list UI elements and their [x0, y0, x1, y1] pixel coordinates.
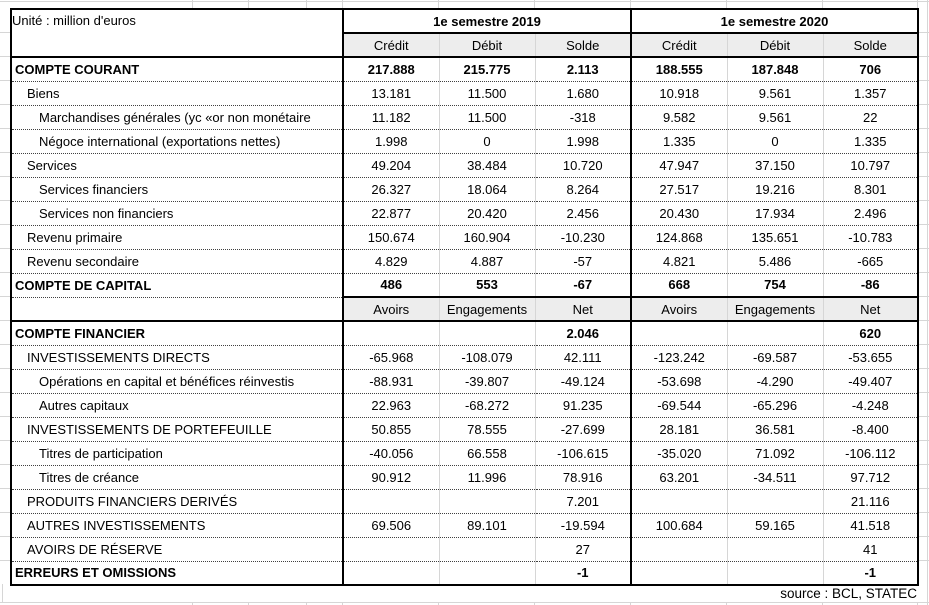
value-cell[interactable]: -10.783: [823, 225, 918, 249]
row-label[interactable]: COMPTE FINANCIER: [11, 321, 343, 345]
table-row: [11, 177, 918, 201]
table-row: [11, 441, 918, 465]
table-row: [11, 57, 918, 81]
table-row: [11, 393, 918, 417]
value-cell[interactable]: -1: [535, 561, 631, 585]
value-cell[interactable]: [727, 489, 823, 513]
value-cell[interactable]: [727, 321, 823, 345]
gridline: [726, 0, 727, 8]
value-cell[interactable]: 22.877: [343, 201, 439, 225]
table-row: [11, 225, 918, 249]
gridline: [306, 0, 307, 8]
row-label[interactable]: Opérations en capital et bénéfices réinvestis: [11, 369, 343, 393]
table-row: [11, 273, 918, 297]
gridline: [0, 536, 10, 537]
value-cell[interactable]: 486: [343, 273, 439, 297]
row-label[interactable]: AUTRES INVESTISSEMENTS: [11, 513, 343, 537]
value-cell[interactable]: 91.235: [535, 393, 631, 417]
value-cell[interactable]: [343, 537, 439, 561]
gridline: [0, 176, 10, 177]
value-cell[interactable]: 20.430: [631, 201, 727, 225]
row-label[interactable]: COMPTE COURANT: [11, 57, 343, 81]
value-cell[interactable]: 10.720: [535, 153, 631, 177]
row-label[interactable]: Titres de créance: [11, 465, 343, 489]
value-cell[interactable]: -86: [823, 273, 918, 297]
value-cell[interactable]: -1: [823, 561, 918, 585]
value-cell[interactable]: 78.555: [439, 417, 535, 441]
value-cell[interactable]: 217.888: [343, 57, 439, 81]
gridline: [0, 464, 10, 465]
value-cell[interactable]: 1.357: [823, 81, 918, 105]
value-cell[interactable]: 9.582: [631, 105, 727, 129]
gridline: [0, 392, 10, 393]
value-cell[interactable]: 11.500: [439, 105, 535, 129]
gridline: [0, 80, 10, 81]
column-header-solde-2019[interactable]: Solde: [535, 33, 631, 57]
value-cell[interactable]: [439, 489, 535, 513]
row-label[interactable]: Revenu secondaire: [11, 249, 343, 273]
row-label[interactable]: Services non financiers: [11, 201, 343, 225]
gridline: [0, 128, 10, 129]
value-cell[interactable]: -35.020: [631, 441, 727, 465]
value-cell[interactable]: 1.998: [535, 129, 631, 153]
gridline: [630, 0, 631, 8]
table-row: [11, 561, 918, 585]
value-cell[interactable]: 5.486: [727, 249, 823, 273]
row-label[interactable]: AVOIRS DE RÉSERVE: [11, 537, 343, 561]
gridline: [0, 344, 10, 345]
value-cell[interactable]: 41.518: [823, 513, 918, 537]
value-cell[interactable]: -8.400: [823, 417, 918, 441]
value-cell[interactable]: 668: [631, 273, 727, 297]
value-cell[interactable]: 8.301: [823, 177, 918, 201]
gridline: [0, 512, 10, 513]
value-cell[interactable]: 59.165: [727, 513, 823, 537]
period-header-2019[interactable]: 1e semestre 2019: [343, 9, 631, 33]
value-cell[interactable]: 2.496: [823, 201, 918, 225]
row-label[interactable]: Biens: [11, 81, 343, 105]
value-cell[interactable]: -53.698: [631, 369, 727, 393]
value-cell[interactable]: 0: [727, 129, 823, 153]
value-cell[interactable]: 2.456: [535, 201, 631, 225]
value-cell[interactable]: 66.558: [439, 441, 535, 465]
value-cell[interactable]: 38.484: [439, 153, 535, 177]
value-cell[interactable]: -27.699: [535, 417, 631, 441]
table-row: [11, 369, 918, 393]
table-row: [11, 417, 918, 441]
gridline: [0, 152, 10, 153]
value-cell[interactable]: 18.064: [439, 177, 535, 201]
table-row: [11, 105, 918, 129]
value-cell[interactable]: -69.587: [727, 345, 823, 369]
value-cell[interactable]: [439, 321, 535, 345]
column-header-avoirs[interactable]: Avoirs: [631, 297, 727, 321]
table-header-row-periods: [11, 9, 918, 33]
gridline: [248, 0, 249, 8]
value-cell[interactable]: -69.544: [631, 393, 727, 417]
value-cell[interactable]: 27: [535, 537, 631, 561]
value-cell[interactable]: -4.290: [727, 369, 823, 393]
column-header-avoirs[interactable]: Avoirs: [343, 297, 439, 321]
column-header-credit-2019[interactable]: Crédit: [343, 33, 439, 57]
value-cell[interactable]: 71.092: [727, 441, 823, 465]
table-row: [11, 129, 918, 153]
table-row: [11, 321, 918, 345]
row-label[interactable]: Négoce international (exportations nettes): [11, 129, 343, 153]
table-row: [11, 81, 918, 105]
value-cell[interactable]: 553: [439, 273, 535, 297]
table-row: [11, 465, 918, 489]
gridline: [0, 1, 929, 2]
row-label[interactable]: INVESTISSEMENTS DE PORTEFEUILLE: [11, 417, 343, 441]
value-cell[interactable]: -68.272: [439, 393, 535, 417]
value-cell[interactable]: 4.821: [631, 249, 727, 273]
value-cell[interactable]: 2.046: [535, 321, 631, 345]
value-cell[interactable]: -10.230: [535, 225, 631, 249]
column-header-credit-2020[interactable]: Crédit: [631, 33, 727, 57]
value-cell[interactable]: 135.651: [727, 225, 823, 249]
gridline: [0, 416, 10, 417]
value-cell[interactable]: 22.963: [343, 393, 439, 417]
value-cell[interactable]: 9.561: [727, 81, 823, 105]
value-cell[interactable]: -665: [823, 249, 918, 273]
gridline: [0, 104, 10, 105]
value-cell[interactable]: 7.201: [535, 489, 631, 513]
value-cell[interactable]: -39.807: [439, 369, 535, 393]
value-cell[interactable]: -19.594: [535, 513, 631, 537]
value-cell[interactable]: 47.947: [631, 153, 727, 177]
row-label[interactable]: Titres de participation: [11, 441, 343, 465]
value-cell[interactable]: 160.904: [439, 225, 535, 249]
source-note: source : BCL, STATEC: [780, 586, 917, 601]
value-cell[interactable]: 27.517: [631, 177, 727, 201]
column-header-solde-2020[interactable]: Solde: [823, 33, 918, 57]
value-cell[interactable]: -4.248: [823, 393, 918, 417]
gridline: [0, 560, 10, 561]
balance-of-payments-table: [10, 8, 919, 586]
value-cell[interactable]: 19.216: [727, 177, 823, 201]
row-label[interactable]: COMPTE DE CAPITAL: [11, 273, 343, 297]
table-row: [11, 537, 918, 561]
gridline: [0, 200, 10, 201]
row-label[interactable]: Services financiers: [11, 177, 343, 201]
value-cell[interactable]: 37.150: [727, 153, 823, 177]
value-cell[interactable]: -106.112: [823, 441, 918, 465]
value-cell[interactable]: 10.918: [631, 81, 727, 105]
value-cell[interactable]: -65.296: [727, 393, 823, 417]
value-cell[interactable]: 11.182: [343, 105, 439, 129]
value-cell[interactable]: 28.181: [631, 417, 727, 441]
row-label[interactable]: Autres capitaux: [11, 393, 343, 417]
value-cell[interactable]: 2.113: [535, 57, 631, 81]
value-cell[interactable]: [727, 537, 823, 561]
column-header-net[interactable]: Net: [823, 297, 918, 321]
value-cell[interactable]: -53.655: [823, 345, 918, 369]
value-cell[interactable]: 20.420: [439, 201, 535, 225]
value-cell[interactable]: 1.335: [631, 129, 727, 153]
value-cell[interactable]: 1.335: [823, 129, 918, 153]
unit-label-cell[interactable]: Unité : million d'euros: [11, 9, 343, 57]
row-label[interactable]: INVESTISSEMENTS DIRECTS: [11, 345, 343, 369]
table-row: [11, 345, 918, 369]
value-cell[interactable]: -49.407: [823, 369, 918, 393]
value-cell[interactable]: [343, 561, 439, 585]
column-header-net[interactable]: Net: [535, 297, 631, 321]
value-cell[interactable]: 36.581: [727, 417, 823, 441]
gridline: [822, 0, 823, 8]
value-cell[interactable]: 90.912: [343, 465, 439, 489]
value-cell[interactable]: 42.111: [535, 345, 631, 369]
value-cell[interactable]: -49.124: [535, 369, 631, 393]
row-label[interactable]: Revenu primaire: [11, 225, 343, 249]
value-cell[interactable]: -88.931: [343, 369, 439, 393]
value-cell[interactable]: [631, 537, 727, 561]
gridline: [0, 320, 10, 321]
value-cell[interactable]: 9.561: [727, 105, 823, 129]
value-cell[interactable]: 22: [823, 105, 918, 129]
value-cell[interactable]: 89.101: [439, 513, 535, 537]
value-cell[interactable]: 187.848: [727, 57, 823, 81]
value-cell[interactable]: 49.204: [343, 153, 439, 177]
value-cell[interactable]: -67: [535, 273, 631, 297]
table-row: [11, 489, 918, 513]
value-cell[interactable]: 188.555: [631, 57, 727, 81]
gridline: [0, 248, 10, 249]
value-cell[interactable]: 26.327: [343, 177, 439, 201]
column-header-debit-2020[interactable]: Débit: [727, 33, 823, 57]
value-cell[interactable]: 13.181: [343, 81, 439, 105]
value-cell[interactable]: -57: [535, 249, 631, 273]
value-cell[interactable]: [727, 561, 823, 585]
column-header-engagements[interactable]: Engagements: [727, 297, 823, 321]
gridline: [0, 224, 10, 225]
gridline: [917, 0, 918, 8]
value-cell[interactable]: 0: [439, 129, 535, 153]
value-cell[interactable]: -108.079: [439, 345, 535, 369]
value-cell[interactable]: -65.968: [343, 345, 439, 369]
table-row: [11, 249, 918, 273]
value-cell[interactable]: 10.797: [823, 153, 918, 177]
value-cell[interactable]: 4.887: [439, 249, 535, 273]
value-cell[interactable]: 97.712: [823, 465, 918, 489]
value-cell[interactable]: 1.998: [343, 129, 439, 153]
value-cell[interactable]: 21.116: [823, 489, 918, 513]
value-cell[interactable]: -106.615: [535, 441, 631, 465]
value-cell[interactable]: 8.264: [535, 177, 631, 201]
value-cell[interactable]: 215.775: [439, 57, 535, 81]
value-cell[interactable]: 63.201: [631, 465, 727, 489]
value-cell[interactable]: -318: [535, 105, 631, 129]
table-row: [11, 513, 918, 537]
value-cell[interactable]: 706: [823, 57, 918, 81]
value-cell[interactable]: [631, 561, 727, 585]
gridline: [0, 56, 10, 57]
value-cell[interactable]: [631, 321, 727, 345]
value-cell[interactable]: [631, 489, 727, 513]
value-cell[interactable]: 78.916: [535, 465, 631, 489]
value-cell[interactable]: 1.680: [535, 81, 631, 105]
gridline: [342, 0, 343, 8]
gridline: [0, 272, 10, 273]
gridline: [927, 0, 928, 605]
column-header-engagements[interactable]: Engagements: [439, 297, 535, 321]
table-row: [11, 201, 918, 225]
value-cell[interactable]: 69.506: [343, 513, 439, 537]
row-label[interactable]: ERREURS ET OMISSIONS: [11, 561, 343, 585]
value-cell[interactable]: 100.684: [631, 513, 727, 537]
value-cell[interactable]: [439, 537, 535, 561]
value-cell[interactable]: -123.242: [631, 345, 727, 369]
column-header-debit-2019[interactable]: Débit: [439, 33, 535, 57]
value-cell[interactable]: 41: [823, 537, 918, 561]
value-cell[interactable]: [343, 489, 439, 513]
gridline: [0, 602, 929, 603]
table-row: [11, 153, 918, 177]
value-cell[interactable]: 17.934: [727, 201, 823, 225]
value-cell[interactable]: 50.855: [343, 417, 439, 441]
row-label[interactable]: Marchandises générales (yc «or non monétaire: [11, 105, 343, 129]
period-header-2020[interactable]: 1e semestre 2020: [631, 9, 918, 33]
row-label[interactable]: [11, 297, 343, 321]
gridline: [0, 296, 10, 297]
value-cell[interactable]: [439, 561, 535, 585]
gridline: [438, 0, 439, 8]
gridline: [0, 368, 10, 369]
gridline: [534, 0, 535, 8]
value-cell[interactable]: -40.056: [343, 441, 439, 465]
value-cell[interactable]: 11.500: [439, 81, 535, 105]
gridline: [0, 32, 10, 33]
gridline: [0, 440, 10, 441]
value-cell[interactable]: 150.674: [343, 225, 439, 249]
table-subheader-row: [11, 297, 918, 321]
gridline: [192, 0, 193, 8]
gridline: [0, 488, 10, 489]
value-cell[interactable]: [343, 321, 439, 345]
value-cell[interactable]: 620: [823, 321, 918, 345]
row-label[interactable]: PRODUITS FINANCIERS DERIVÉS: [11, 489, 343, 513]
value-cell[interactable]: 124.868: [631, 225, 727, 249]
value-cell[interactable]: 11.996: [439, 465, 535, 489]
row-label[interactable]: Services: [11, 153, 343, 177]
value-cell[interactable]: -34.511: [727, 465, 823, 489]
value-cell[interactable]: 4.829: [343, 249, 439, 273]
gridline: [2, 584, 3, 602]
value-cell[interactable]: 754: [727, 273, 823, 297]
